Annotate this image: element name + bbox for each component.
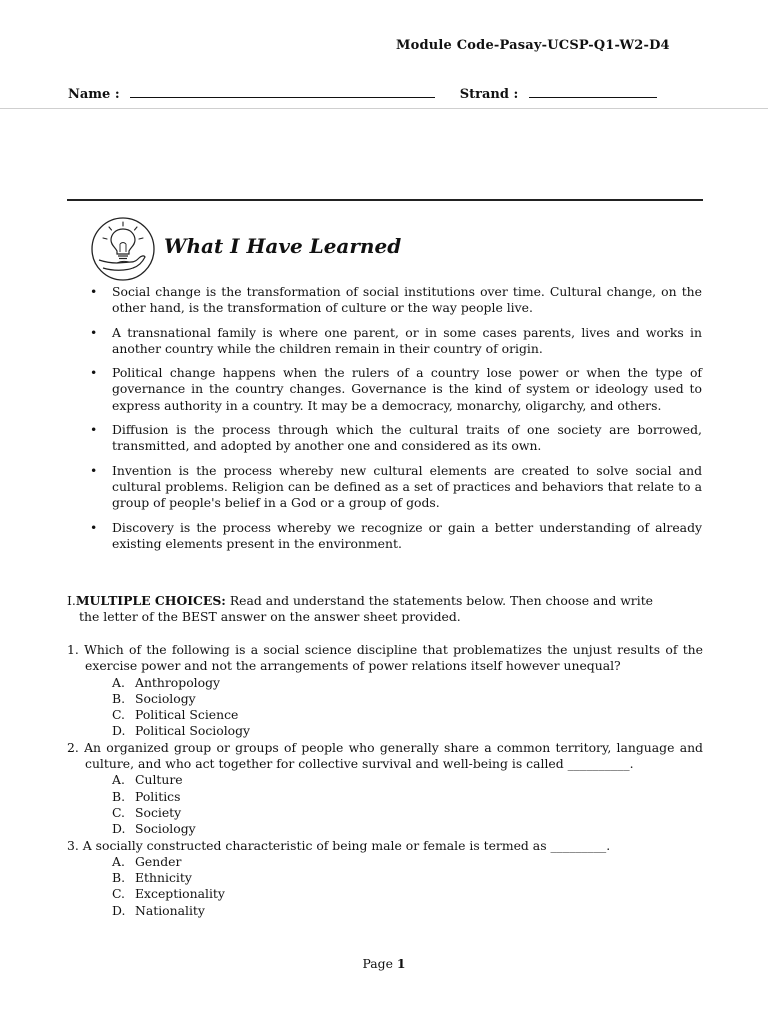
choice-item[interactable] — [67, 675, 703, 691]
name-label: Name : — [68, 87, 120, 102]
choice-text: Culture — [135, 772, 183, 788]
section-title: What I Have Learned — [164, 234, 402, 258]
section-divider — [67, 199, 703, 201]
choice-text: Political Sociology — [135, 723, 251, 739]
bullet-text: Diffusion is the process through which the cultural traits of one society are borrowed, transmitted, and adopted by another one and considered as its own. — [112, 422, 702, 454]
choice-list — [67, 772, 703, 837]
choice-letter: A. — [112, 853, 125, 869]
choice-letter: C. — [112, 886, 125, 902]
instruction-line-2: the letter of the BEST answer on the answer sheet provided. — [79, 609, 461, 625]
list-item — [88, 463, 702, 512]
question-text: Which of the following is a social science discipline that problematizes the unjust results of the exercise power and not the arrangements of power relations itself however unequal? — [84, 642, 703, 674]
question-text: An organized group or groups of people who generally share a common territory, language and culture, and who act together for collective survival and well-being is called __________. — [84, 739, 703, 772]
page-number — [0, 956, 768, 971]
list-item — [88, 325, 702, 358]
list-item — [88, 520, 702, 553]
question-1 — [67, 642, 703, 740]
bullet-text: Political change happens when the rulers of a country lose power or when the type of governance in the country changes. Governance is the kind of system or ideology used to express authority in a country. It may be a democracy, monarchy, oligarchy, and others. — [112, 365, 702, 413]
choice-letter: C. — [112, 804, 125, 820]
choice-item[interactable] — [67, 691, 703, 707]
bullet-icon: • — [90, 462, 98, 478]
choice-item[interactable] — [67, 854, 703, 870]
summary-bullet-list — [88, 284, 702, 560]
header-divider — [0, 108, 768, 109]
name-strand-row — [68, 85, 657, 102]
choice-item[interactable] — [67, 772, 703, 788]
lightbulb-in-hand-icon — [89, 216, 157, 282]
list-item — [88, 284, 702, 317]
question-number: 3. — [67, 837, 79, 853]
bullet-icon: • — [90, 284, 98, 299]
choice-letter: B. — [112, 870, 126, 886]
choice-item[interactable] — [67, 903, 703, 919]
question-stem — [67, 740, 703, 773]
choice-text: Exceptionality — [135, 886, 225, 902]
question-stem — [67, 642, 703, 675]
bullet-text: A transnational family is where one parent, or in some cases parents, lives and works in another country while the children remain in their country of origin. — [112, 324, 702, 356]
choice-text: Sociology — [135, 821, 196, 837]
bullet-text: Social change is the transformation of social institutions over time. Cultural change, on the other hand, is the transformation of culture or the way people live. — [112, 284, 702, 316]
page-number-value: 1 — [396, 956, 406, 971]
choice-item[interactable] — [67, 821, 703, 837]
choice-letter: C. — [112, 707, 125, 723]
choice-letter: A. — [112, 772, 125, 788]
choice-letter: B. — [112, 788, 126, 804]
bullet-text: Invention is the process whereby new cultural elements are created to solve social and cultural problems. Religion can be defined as a set of practices and behaviors that relate to a group of people's belief in a God or a group of gods. — [112, 462, 702, 511]
question-number: 1. — [67, 642, 79, 657]
question-stem — [67, 838, 703, 854]
part-label: MULTIPLE CHOICES: — [75, 593, 226, 608]
choice-letter: B. — [112, 690, 126, 706]
strand-field[interactable] — [529, 85, 657, 98]
choice-list — [67, 675, 703, 740]
choice-text: Ethnicity — [135, 870, 192, 886]
choice-text: Nationality — [135, 902, 205, 918]
name-field[interactable] — [130, 85, 435, 98]
strand-label: Strand : — [459, 87, 519, 102]
choice-letter: D. — [112, 821, 126, 837]
bullet-icon: • — [90, 324, 98, 340]
question-text: A socially constructed characteristic of being male or female is termed as _________. — [82, 837, 611, 853]
part-number: I. — [67, 593, 76, 608]
list-item — [88, 422, 702, 455]
choice-text: Gender — [135, 853, 182, 869]
choice-letter: D. — [112, 902, 126, 918]
question-list — [67, 642, 703, 919]
choice-item[interactable] — [67, 789, 703, 805]
bullet-icon: • — [90, 422, 98, 438]
choice-text: Society — [135, 804, 182, 820]
choice-list — [67, 854, 703, 919]
module-code: Module Code-Pasay-UCSP-Q1-W2-D4 — [396, 38, 670, 53]
choice-text: Politics — [135, 788, 181, 804]
bullet-icon: • — [90, 365, 98, 381]
choice-letter: D. — [112, 723, 126, 739]
bullet-text: Discovery is the process whereby we recognize or gain a better understanding of already existing elements present in the environment. — [112, 519, 702, 551]
list-item — [88, 365, 702, 414]
bullet-icon: • — [90, 519, 98, 535]
page-label: Page — [362, 956, 393, 971]
choice-item[interactable] — [67, 805, 703, 821]
choice-item[interactable] — [67, 886, 703, 902]
question-2 — [67, 740, 703, 838]
question-number: 2. — [67, 739, 79, 755]
choice-item[interactable] — [67, 870, 703, 886]
question-3 — [67, 838, 703, 919]
choice-item[interactable] — [67, 707, 703, 723]
choice-item[interactable] — [67, 723, 703, 739]
choice-text: Sociology — [135, 690, 196, 706]
choice-text: Political Science — [135, 707, 239, 723]
choice-text: Anthropology — [135, 674, 221, 690]
multiple-choice-instructions — [67, 593, 703, 626]
instruction-line-1: Read and understand the statements below. Then choose and write — [229, 593, 654, 608]
choice-letter: A. — [112, 674, 125, 690]
